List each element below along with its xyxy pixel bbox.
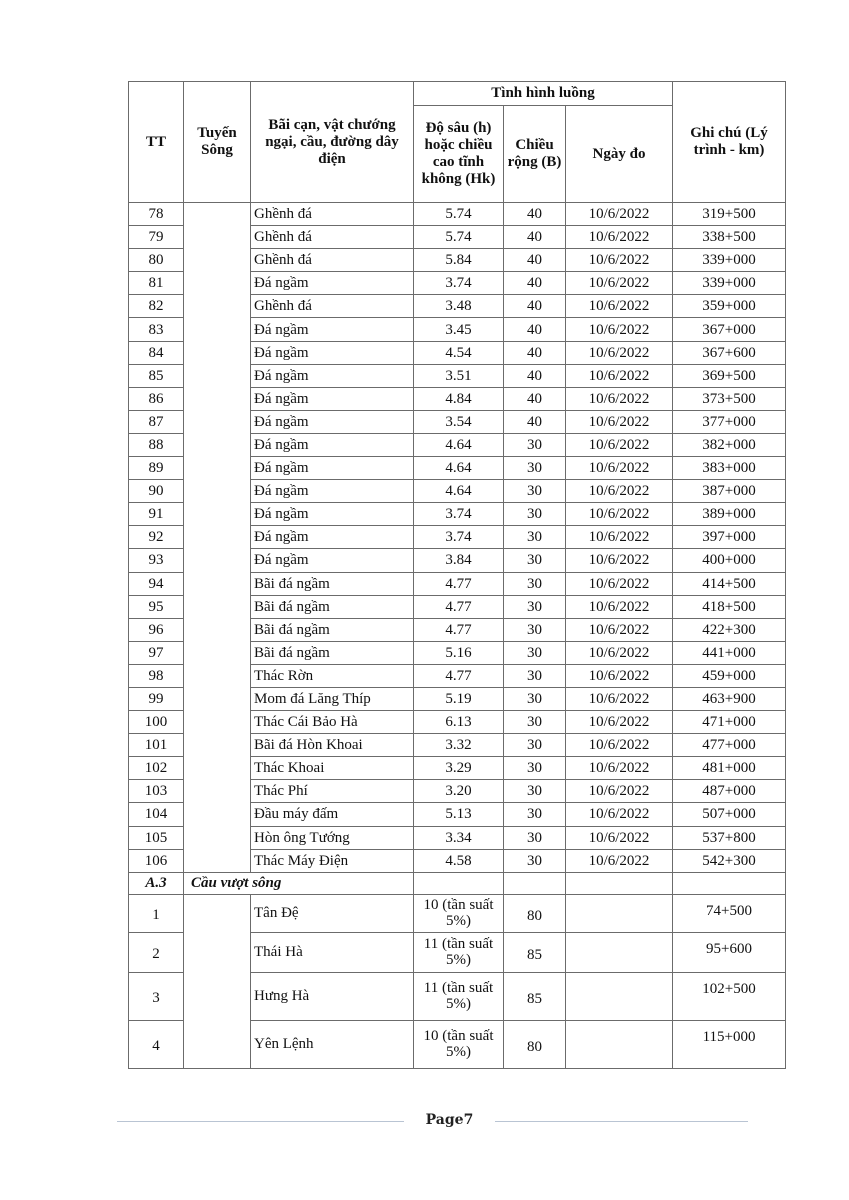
cell-date: 10/6/2022 bbox=[566, 734, 673, 757]
cell-depth: 10 (tần suất 5%) bbox=[414, 894, 504, 932]
cell-name: Thái Hà bbox=[251, 932, 414, 972]
cell-depth: 3.74 bbox=[414, 526, 504, 549]
cell-date: 10/6/2022 bbox=[566, 318, 673, 341]
cell-depth: 4.77 bbox=[414, 595, 504, 618]
cell-width: 30 bbox=[504, 457, 566, 480]
cell-date: 10/6/2022 bbox=[566, 387, 673, 410]
cell-note: 397+000 bbox=[673, 526, 786, 549]
cell-tt: 2 bbox=[129, 932, 184, 972]
cell-name: Đá ngầm bbox=[251, 272, 414, 295]
page-footer bbox=[0, 1112, 849, 1132]
cell-depth: 3.84 bbox=[414, 549, 504, 572]
cell-tt: 106 bbox=[129, 849, 184, 872]
cell-width: 85 bbox=[504, 932, 566, 972]
cell-width: 40 bbox=[504, 364, 566, 387]
cell-date: 10/6/2022 bbox=[566, 433, 673, 456]
cell-depth: 11 (tần suất 5%) bbox=[414, 932, 504, 972]
cell-note: 537+800 bbox=[673, 826, 786, 849]
cell-river bbox=[184, 203, 251, 873]
cell-width: 80 bbox=[504, 894, 566, 932]
cell-depth: 10 (tần suất 5%) bbox=[414, 1020, 504, 1068]
cell-note: 369+500 bbox=[673, 364, 786, 387]
cell-note: 471+000 bbox=[673, 711, 786, 734]
cell-name: Đá ngầm bbox=[251, 433, 414, 456]
section-id: A.3 bbox=[129, 872, 184, 894]
cell-date: 10/6/2022 bbox=[566, 780, 673, 803]
cell-width: 85 bbox=[504, 972, 566, 1020]
cell-date: 10/6/2022 bbox=[566, 341, 673, 364]
cell-date: 10/6/2022 bbox=[566, 480, 673, 503]
cell-note: 422+300 bbox=[673, 618, 786, 641]
cell-width: 40 bbox=[504, 226, 566, 249]
header-channel-status: Tình hình luồng bbox=[414, 82, 673, 106]
cell-date: 10/6/2022 bbox=[566, 641, 673, 664]
table-row bbox=[129, 894, 786, 932]
cell-name: Ghềnh đá bbox=[251, 226, 414, 249]
cell-depth: 3.29 bbox=[414, 757, 504, 780]
cell-tt: 103 bbox=[129, 780, 184, 803]
cell-tt: 92 bbox=[129, 526, 184, 549]
cell-width: 30 bbox=[504, 826, 566, 849]
cell-note: 400+000 bbox=[673, 549, 786, 572]
cell-depth: 3.74 bbox=[414, 503, 504, 526]
cell-name: Bãi đá ngầm bbox=[251, 572, 414, 595]
cell-depth: 11 (tần suất 5%) bbox=[414, 972, 504, 1020]
cell-note: 389+000 bbox=[673, 503, 786, 526]
cell-date: 10/6/2022 bbox=[566, 826, 673, 849]
cell-tt: 78 bbox=[129, 203, 184, 226]
cell-depth: 3.34 bbox=[414, 826, 504, 849]
cell-width: 40 bbox=[504, 387, 566, 410]
cell-depth: 4.77 bbox=[414, 664, 504, 687]
header-depth: Độ sâu (h) hoặc chiều cao tĩnh không (Hk) bbox=[414, 106, 504, 203]
cell-width: 30 bbox=[504, 503, 566, 526]
cell-width: 40 bbox=[504, 295, 566, 318]
header-width: Chiều rộng (B) bbox=[504, 106, 566, 203]
channel-status-table bbox=[128, 81, 786, 1069]
cell-date: 10/6/2022 bbox=[566, 457, 673, 480]
cell-date: 10/6/2022 bbox=[566, 203, 673, 226]
cell-tt: 96 bbox=[129, 618, 184, 641]
cell-depth: 3.20 bbox=[414, 780, 504, 803]
cell-width: 30 bbox=[504, 664, 566, 687]
cell-width: 30 bbox=[504, 734, 566, 757]
cell-width: 40 bbox=[504, 203, 566, 226]
cell-name: Thác Máy Điện bbox=[251, 849, 414, 872]
cell-note: 339+000 bbox=[673, 249, 786, 272]
cell-name: Thác Cái Bảo Hà bbox=[251, 711, 414, 734]
cell-width: 40 bbox=[504, 318, 566, 341]
cell-tt: 91 bbox=[129, 503, 184, 526]
cell-date: 10/6/2022 bbox=[566, 503, 673, 526]
cell-note: 418+500 bbox=[673, 595, 786, 618]
cell-tt: 89 bbox=[129, 457, 184, 480]
cell-depth: 3.74 bbox=[414, 272, 504, 295]
cell-width: 30 bbox=[504, 595, 566, 618]
cell-date: 10/6/2022 bbox=[566, 526, 673, 549]
cell-tt: 93 bbox=[129, 549, 184, 572]
cell-name: Ghềnh đá bbox=[251, 295, 414, 318]
cell-tt: 83 bbox=[129, 318, 184, 341]
cell-width: 30 bbox=[504, 711, 566, 734]
cell-width: 30 bbox=[504, 549, 566, 572]
cell-name: Ghềnh đá bbox=[251, 249, 414, 272]
cell-date: 10/6/2022 bbox=[566, 618, 673, 641]
cell-note: 477+000 bbox=[673, 734, 786, 757]
cell-name: Bãi đá Hòn Khoai bbox=[251, 734, 414, 757]
cell-date: 10/6/2022 bbox=[566, 849, 673, 872]
cell-name: Tân Đệ bbox=[251, 894, 414, 932]
cell-width: 30 bbox=[504, 757, 566, 780]
cell-name: Bãi đá ngầm bbox=[251, 641, 414, 664]
cell-date bbox=[566, 1020, 673, 1068]
cell-depth: 3.54 bbox=[414, 410, 504, 433]
cell-width: 30 bbox=[504, 849, 566, 872]
cell-note: 95+600 bbox=[673, 932, 786, 972]
cell-name: Thác Rờn bbox=[251, 664, 414, 687]
footer-rule-left bbox=[117, 1121, 404, 1122]
header-note: Ghi chú (Lý trình - km) bbox=[673, 82, 786, 203]
cell-name: Thác Phí bbox=[251, 780, 414, 803]
cell-date bbox=[566, 972, 673, 1020]
cell-tt: 85 bbox=[129, 364, 184, 387]
cell-note: 383+000 bbox=[673, 457, 786, 480]
cell-date: 10/6/2022 bbox=[566, 757, 673, 780]
cell-name: Bãi đá ngầm bbox=[251, 618, 414, 641]
cell-note: 377+000 bbox=[673, 410, 786, 433]
cell-depth: 4.64 bbox=[414, 457, 504, 480]
cell-tt: 82 bbox=[129, 295, 184, 318]
cell-name: Đá ngầm bbox=[251, 480, 414, 503]
cell-width: 30 bbox=[504, 803, 566, 826]
table-row bbox=[129, 203, 786, 226]
page-number: Page7 bbox=[425, 1112, 474, 1128]
section-blank bbox=[414, 872, 504, 894]
header-obstacle: Bãi cạn, vật chướng ngại, cầu, đường dây điện bbox=[251, 82, 414, 203]
cell-tt: 84 bbox=[129, 341, 184, 364]
cell-tt: 81 bbox=[129, 272, 184, 295]
cell-note: 338+500 bbox=[673, 226, 786, 249]
section-blank bbox=[504, 872, 566, 894]
cell-width: 30 bbox=[504, 687, 566, 710]
cell-depth: 4.64 bbox=[414, 433, 504, 456]
cell-note: 382+000 bbox=[673, 433, 786, 456]
cell-depth: 4.54 bbox=[414, 341, 504, 364]
cell-tt: 4 bbox=[129, 1020, 184, 1068]
cell-depth: 3.51 bbox=[414, 364, 504, 387]
cell-name: Đá ngầm bbox=[251, 364, 414, 387]
cell-river bbox=[184, 894, 251, 1068]
cell-date: 10/6/2022 bbox=[566, 295, 673, 318]
cell-note: 102+500 bbox=[673, 972, 786, 1020]
cell-name: Hòn ông Tướng bbox=[251, 826, 414, 849]
cell-date: 10/6/2022 bbox=[566, 249, 673, 272]
cell-width: 40 bbox=[504, 410, 566, 433]
cell-date: 10/6/2022 bbox=[566, 272, 673, 295]
cell-name: Đá ngầm bbox=[251, 503, 414, 526]
cell-depth: 5.13 bbox=[414, 803, 504, 826]
cell-depth: 4.77 bbox=[414, 572, 504, 595]
cell-note: 367+000 bbox=[673, 318, 786, 341]
cell-tt: 95 bbox=[129, 595, 184, 618]
cell-tt: 102 bbox=[129, 757, 184, 780]
cell-note: 463+900 bbox=[673, 687, 786, 710]
cell-width: 40 bbox=[504, 341, 566, 364]
cell-note: 373+500 bbox=[673, 387, 786, 410]
cell-depth: 4.64 bbox=[414, 480, 504, 503]
cell-width: 40 bbox=[504, 272, 566, 295]
cell-depth: 4.84 bbox=[414, 387, 504, 410]
cell-tt: 87 bbox=[129, 410, 184, 433]
cell-depth: 5.16 bbox=[414, 641, 504, 664]
cell-tt: 94 bbox=[129, 572, 184, 595]
cell-depth: 3.48 bbox=[414, 295, 504, 318]
cell-width: 30 bbox=[504, 780, 566, 803]
cell-name: Yên Lệnh bbox=[251, 1020, 414, 1068]
cell-name: Đá ngầm bbox=[251, 387, 414, 410]
cell-tt: 86 bbox=[129, 387, 184, 410]
cell-note: 359+000 bbox=[673, 295, 786, 318]
footer-rule-right bbox=[495, 1121, 748, 1122]
cell-note: 441+000 bbox=[673, 641, 786, 664]
cell-tt: 100 bbox=[129, 711, 184, 734]
cell-date: 10/6/2022 bbox=[566, 803, 673, 826]
cell-depth: 3.32 bbox=[414, 734, 504, 757]
cell-width: 30 bbox=[504, 618, 566, 641]
cell-date: 10/6/2022 bbox=[566, 549, 673, 572]
section-blank bbox=[566, 872, 673, 894]
cell-name: Đá ngầm bbox=[251, 549, 414, 572]
cell-tt: 104 bbox=[129, 803, 184, 826]
cell-note: 487+000 bbox=[673, 780, 786, 803]
cell-note: 115+000 bbox=[673, 1020, 786, 1068]
cell-width: 40 bbox=[504, 249, 566, 272]
cell-depth: 6.13 bbox=[414, 711, 504, 734]
cell-depth: 4.77 bbox=[414, 618, 504, 641]
cell-tt: 1 bbox=[129, 894, 184, 932]
cell-date: 10/6/2022 bbox=[566, 572, 673, 595]
cell-name: Đá ngầm bbox=[251, 410, 414, 433]
cell-note: 74+500 bbox=[673, 894, 786, 932]
section-blank bbox=[673, 872, 786, 894]
cell-date: 10/6/2022 bbox=[566, 687, 673, 710]
header-date: Ngày đo bbox=[566, 106, 673, 203]
cell-name: Đá ngầm bbox=[251, 318, 414, 341]
cell-note: 367+600 bbox=[673, 341, 786, 364]
cell-tt: 101 bbox=[129, 734, 184, 757]
cell-date: 10/6/2022 bbox=[566, 226, 673, 249]
cell-width: 30 bbox=[504, 572, 566, 595]
cell-date: 10/6/2022 bbox=[566, 410, 673, 433]
cell-name: Thác Khoai bbox=[251, 757, 414, 780]
cell-name: Đá ngầm bbox=[251, 526, 414, 549]
cell-tt: 88 bbox=[129, 433, 184, 456]
cell-name: Đá ngầm bbox=[251, 341, 414, 364]
cell-name: Mom đá Lăng Thíp bbox=[251, 687, 414, 710]
cell-name: Ghềnh đá bbox=[251, 203, 414, 226]
cell-tt: 98 bbox=[129, 664, 184, 687]
cell-date bbox=[566, 932, 673, 972]
cell-depth: 5.74 bbox=[414, 203, 504, 226]
section-row bbox=[129, 872, 786, 894]
cell-name: Bãi đá ngầm bbox=[251, 595, 414, 618]
cell-note: 387+000 bbox=[673, 480, 786, 503]
cell-tt: 3 bbox=[129, 972, 184, 1020]
cell-note: 414+500 bbox=[673, 572, 786, 595]
cell-tt: 90 bbox=[129, 480, 184, 503]
cell-width: 30 bbox=[504, 433, 566, 456]
header-river: Tuyến Sông bbox=[184, 82, 251, 203]
cell-note: 481+000 bbox=[673, 757, 786, 780]
cell-note: 319+500 bbox=[673, 203, 786, 226]
cell-date: 10/6/2022 bbox=[566, 664, 673, 687]
cell-note: 459+000 bbox=[673, 664, 786, 687]
cell-depth: 3.45 bbox=[414, 318, 504, 341]
section-title: Cầu vượt sông bbox=[184, 872, 251, 894]
table-body bbox=[129, 203, 786, 1069]
cell-note: 507+000 bbox=[673, 803, 786, 826]
cell-width: 30 bbox=[504, 641, 566, 664]
cell-depth: 5.19 bbox=[414, 687, 504, 710]
cell-tt: 80 bbox=[129, 249, 184, 272]
cell-name: Đá ngầm bbox=[251, 457, 414, 480]
cell-date: 10/6/2022 bbox=[566, 711, 673, 734]
cell-width: 80 bbox=[504, 1020, 566, 1068]
cell-width: 30 bbox=[504, 526, 566, 549]
cell-width: 30 bbox=[504, 480, 566, 503]
cell-name: Hưng Hà bbox=[251, 972, 414, 1020]
cell-note: 339+000 bbox=[673, 272, 786, 295]
cell-tt: 97 bbox=[129, 641, 184, 664]
cell-date: 10/6/2022 bbox=[566, 595, 673, 618]
cell-depth: 4.58 bbox=[414, 849, 504, 872]
header-tt: TT bbox=[129, 82, 184, 203]
cell-note: 542+300 bbox=[673, 849, 786, 872]
cell-date: 10/6/2022 bbox=[566, 364, 673, 387]
cell-depth: 5.84 bbox=[414, 249, 504, 272]
cell-tt: 99 bbox=[129, 687, 184, 710]
cell-name: Đầu máy đấm bbox=[251, 803, 414, 826]
cell-tt: 105 bbox=[129, 826, 184, 849]
cell-date bbox=[566, 894, 673, 932]
cell-tt: 79 bbox=[129, 226, 184, 249]
cell-depth: 5.74 bbox=[414, 226, 504, 249]
